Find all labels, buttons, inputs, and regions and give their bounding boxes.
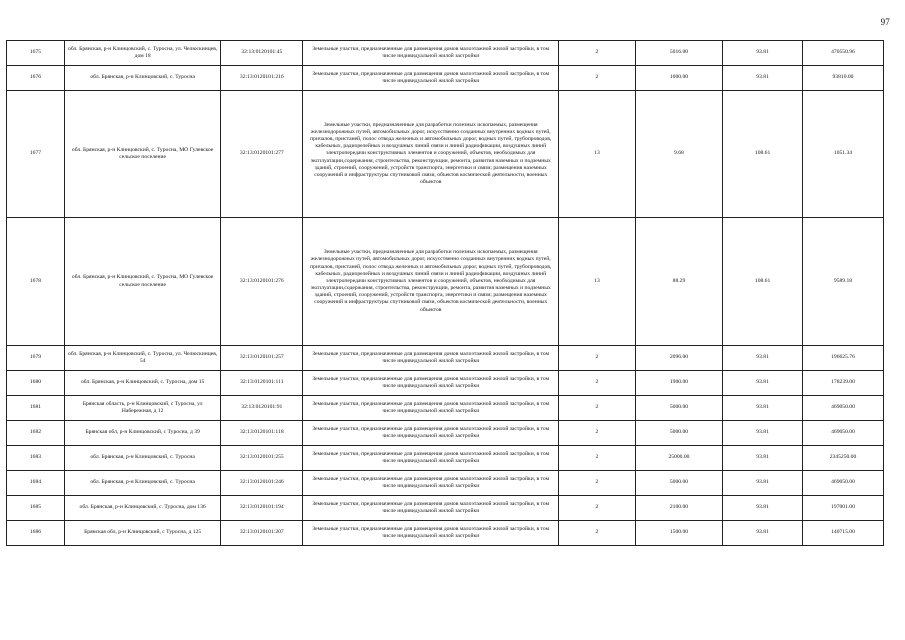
row-number-cell: 1681 (7, 396, 65, 421)
row-number-cell: 1686 (7, 521, 65, 546)
rate-cell: 93.81 (723, 66, 803, 91)
address-cell: обл. Брянская, р-н Клинцовский, с. Туросна, МО Гулевское сельское поселение (64, 218, 220, 346)
address-cell: обл. Брянская, р-н Клинцовский, с. Туросна, МО Гулевское сельское поселение (64, 91, 220, 218)
table-row (7, 41, 884, 66)
rate-cell: 93.81 (723, 521, 803, 546)
cadastral-number-cell: 32:13:0120101:246 (221, 471, 303, 496)
value-cell: 470550.96 (803, 41, 884, 66)
address-cell: обл. Брянская, р-н Клинцовский, с. Туросна, ул. Челюскинцев, дом 18 (64, 41, 220, 66)
area-cell: 1000.00 (635, 66, 722, 91)
row-number-cell: 1685 (7, 496, 65, 521)
value-cell: 2345250.00 (803, 446, 884, 471)
area-cell: 1500.00 (635, 521, 722, 546)
zone-cell: 2 (559, 346, 636, 371)
rate-cell: 93.81 (723, 396, 803, 421)
table-row (7, 91, 884, 218)
cadastral-number-cell: 32:13:0120101:216 (221, 66, 303, 91)
row-number-cell: 1680 (7, 371, 65, 396)
address-cell: обл. Брянская, р-н Клинцовский, с. Туросна (64, 446, 220, 471)
zone-cell: 2 (559, 471, 636, 496)
land-use-cell: Земельные участки, предназначенные для размещения домов малоэтажной жилой застройки, в том числе индивидуальной жилой застройки (303, 446, 559, 471)
cadastral-number-cell: 32:13:0120101:277 (221, 91, 303, 218)
value-cell: 9589.18 (803, 218, 884, 346)
rate-cell: 108.61 (723, 218, 803, 346)
row-number-cell: 1682 (7, 421, 65, 446)
address-cell: Брянская обл, р-н Клинцовский, с Туросна, д 39 (64, 421, 220, 446)
address-cell: Брянская обл, р-н Клинцовский, с Туросна, д 125 (64, 521, 220, 546)
land-use-cell: Земельные участки, предназначенные для размещения домов малоэтажной жилой застройки, в том числе индивидуальной жилой застройки (303, 371, 559, 396)
value-cell: 1051.34 (803, 91, 884, 218)
rate-cell: 108.61 (723, 91, 803, 218)
cadastral-number-cell: 32:13:0120101:111 (221, 371, 303, 396)
rate-cell: 93.81 (723, 446, 803, 471)
area-cell: 5000.00 (635, 421, 722, 446)
land-use-cell: Земельные участки, предназначенные для размещения домов малоэтажной жилой застройки, в том числе индивидуальной жилой застройки (303, 66, 559, 91)
table-row (7, 371, 884, 396)
table-row (7, 421, 884, 446)
area-cell: 25000.00 (635, 446, 722, 471)
row-number-cell: 1675 (7, 41, 65, 66)
zone-cell: 13 (559, 218, 636, 346)
table-row (7, 396, 884, 421)
land-use-cell: Земельные участки, предназначенные для размещения домов малоэтажной жилой застройки, в том числе индивидуальной жилой застройки (303, 471, 559, 496)
zone-cell: 2 (559, 66, 636, 91)
value-cell: 469050.00 (803, 396, 884, 421)
land-use-cell: Земельные участки, предназначенные для размещения домов малоэтажной жилой застройки, в том числе индивидуальной жилой застройки (303, 346, 559, 371)
land-use-cell: Земельные участки, предназначенные для размещения домов малоэтажной жилой застройки, в том числе индивидуальной жилой застройки (303, 421, 559, 446)
area-cell: 9.68 (635, 91, 722, 218)
area-cell: 2100.00 (635, 496, 722, 521)
row-number-cell: 1676 (7, 66, 65, 91)
rate-cell: 93.81 (723, 346, 803, 371)
cadastral-value-table (6, 40, 884, 546)
cadastral-number-cell: 32:13:0120101:255 (221, 446, 303, 471)
land-use-cell: Земельные участки, предназначенные для разработки полезных ископаемых, размещения железнодорожных путей, автомобильных дорог, искусственно созданных внутренних водных путей, причалов, пристаней, полос отвода железных и автомобильных дорог, водных путей, трубопроводов, кабельных, радиорелейных и воздушных линий связи и линий радиофикации, воздушных линий электропередачи конструктивных элементов и сооружений, объектов, необходимых для эксплуатации,содержания, строительства, реконструкции, ремонта, развития наземных и подземных зданий, строений, сооружений, устройств транспорта, энергетики и связи; размещения наземных сооружений и инфраструктуры спутниковой связи, объектов космической деятельности, военных объектов (303, 91, 559, 218)
table-row (7, 471, 884, 496)
cadastral-number-cell: 32:13:0120101:257 (221, 346, 303, 371)
rate-cell: 93.81 (723, 41, 803, 66)
table-row (7, 218, 884, 346)
area-cell: 2096.00 (635, 346, 722, 371)
row-number-cell: 1679 (7, 346, 65, 371)
area-cell: 1900.00 (635, 371, 722, 396)
table-row (7, 446, 884, 471)
value-cell: 93810.00 (803, 66, 884, 91)
page-number: 97 (880, 17, 890, 27)
area-cell: 5016.00 (635, 41, 722, 66)
cadastral-number-cell: 32:13:0120101:276 (221, 218, 303, 346)
cadastral-number-cell: 32:13:0120101:45 (221, 41, 303, 66)
cadastral-number-cell: 32:13:0120101:91 (221, 396, 303, 421)
address-cell: обл. Брянская, р-н Клинцовский, с. Туросна (64, 66, 220, 91)
address-cell: обл. Брянская, р-н Клинцовский, с. Туросна, ул. Челюскинцев, 54 (64, 346, 220, 371)
rate-cell: 93.81 (723, 496, 803, 521)
zone-cell: 2 (559, 521, 636, 546)
rate-cell: 93.81 (723, 371, 803, 396)
address-cell: обл. Брянская, р-н Клинцовский, с. Туросна, дом 15 (64, 371, 220, 396)
value-cell: 196625.76 (803, 346, 884, 371)
zone-cell: 2 (559, 496, 636, 521)
value-cell: 178239.00 (803, 371, 884, 396)
zone-cell: 2 (559, 371, 636, 396)
zone-cell: 2 (559, 421, 636, 446)
zone-cell: 2 (559, 446, 636, 471)
value-cell: 469050.00 (803, 421, 884, 446)
land-use-cell: Земельные участки, предназначенные для размещения домов малоэтажной жилой застройки, в том числе индивидуальной жилой застройки (303, 496, 559, 521)
cadastral-number-cell: 32:13:0120101:207 (221, 521, 303, 546)
row-number-cell: 1678 (7, 218, 65, 346)
land-use-cell: Земельные участки, предназначенные для размещения домов малоэтажной жилой застройки, в том числе индивидуальной жилой застройки (303, 41, 559, 66)
zone-cell: 2 (559, 41, 636, 66)
address-cell: обл. Брянская, р-н Клинцовский, с. Туросна (64, 471, 220, 496)
land-use-cell: Земельные участки, предназначенные для разработки полезных ископаемых, размещения железнодорожных путей, автомобильных дорог, искусственно созданных внутренних водных путей, причалов, пристаней, полос отвода железных и автомобильных дорог, водных путей, трубопроводов, кабельных, радиорелейных и воздушных линий связи и линий радиофикации, воздушных линий электропередачи конструктивных элементов и сооружений, объектов, необходимых для эксплуатации,содержания, строительства, реконструкции, ремонта, развития наземных и подземных зданий, строений, сооружений, устройств транспорта, энергетики и связи; размещения наземных сооружений и инфраструктуры спутниковой связи, объектов космической деятельности, военных объектов (303, 218, 559, 346)
address-cell: обл. Брянская, р-н Клинцовский, с. Туросна, дом 136 (64, 496, 220, 521)
row-number-cell: 1684 (7, 471, 65, 496)
area-cell: 88.29 (635, 218, 722, 346)
cadastral-number-cell: 32:13:0120101:194 (221, 496, 303, 521)
zone-cell: 2 (559, 396, 636, 421)
value-cell: 197001.00 (803, 496, 884, 521)
table-row (7, 346, 884, 371)
land-use-cell: Земельные участки, предназначенные для размещения домов малоэтажной жилой застройки, в том числе индивидуальной жилой застройки (303, 396, 559, 421)
address-cell: Брянская область, р-н Клинцовский, с Туросна, ул Набережная, д 12 (64, 396, 220, 421)
area-cell: 5000.00 (635, 471, 722, 496)
zone-cell: 13 (559, 91, 636, 218)
table-row (7, 66, 884, 91)
table-row (7, 521, 884, 546)
land-use-cell: Земельные участки, предназначенные для размещения домов малоэтажной жилой застройки, в том числе индивидуальной жилой застройки (303, 521, 559, 546)
row-number-cell: 1677 (7, 91, 65, 218)
cadastral-number-cell: 32:13:0120101:118 (221, 421, 303, 446)
row-number-cell: 1683 (7, 446, 65, 471)
rate-cell: 93.81 (723, 471, 803, 496)
value-cell: 140715.00 (803, 521, 884, 546)
rate-cell: 93.81 (723, 421, 803, 446)
area-cell: 5000.00 (635, 396, 722, 421)
value-cell: 469050.00 (803, 471, 884, 496)
table-row (7, 496, 884, 521)
